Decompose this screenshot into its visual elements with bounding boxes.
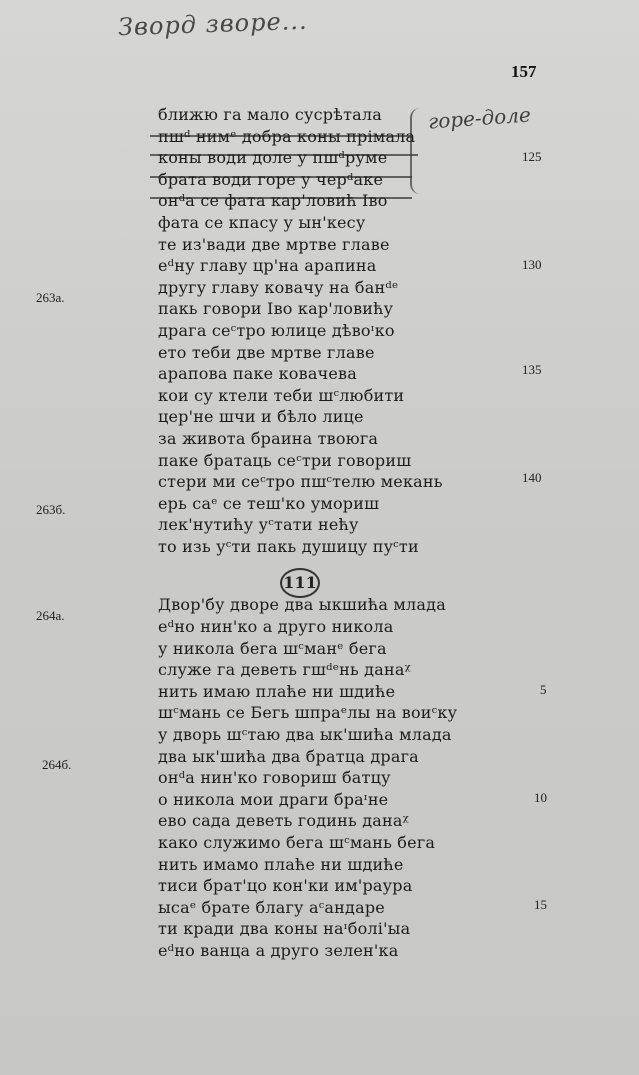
verse-line: еᵈну главу цр'на арапина <box>158 256 377 276</box>
verse-line: пшᵈ нимᵉ добра коны прімала <box>158 126 416 146</box>
verse-line: за живота браина твоюга <box>158 428 379 448</box>
poem-text <box>158 104 458 962</box>
verse-line: тиси брат'цо кон'ки им'раура <box>158 876 413 896</box>
verse-line: како служимо бега шᶜмань бега <box>158 833 436 852</box>
line-number: 10 <box>534 790 547 805</box>
verse-line: арапова паке ковачева <box>158 364 357 384</box>
verse-line: у никола бега шᶜманᵉ бега <box>158 638 387 658</box>
verse-line: о никола мои драги браᶦне <box>158 789 389 809</box>
verse-line: коны води доле у пшᵈруме <box>158 148 388 168</box>
poem-number-circle: 111 <box>280 568 320 598</box>
verse-line: стери ми сеᶜтро пшᶜтелю мекань <box>158 472 443 492</box>
side-label: 264б. <box>42 757 72 772</box>
line-number: 130 <box>522 257 542 272</box>
verse-line: шᶜмань се Бегь шпраᵉлы на воиᶜку <box>158 703 458 723</box>
verse-line: ближю га мало сусрѣтала <box>158 105 382 124</box>
line-number: 140 <box>522 470 542 485</box>
side-label: 263а. <box>36 290 65 305</box>
verse-line: цер'не шчи и бѣло лице <box>158 407 364 427</box>
verse-line: онᵈа се фата кар'ловић Іво <box>158 191 388 211</box>
line-number: 135 <box>522 362 542 377</box>
verse-line: пакь говори Іво кар'ловићу <box>158 299 394 319</box>
verse-line: другу главу ковачу на банᵈᵉ <box>158 277 399 297</box>
side-label: 263б. <box>36 502 66 517</box>
verse-line: паке братаць сеᶜтри говориш <box>158 450 412 470</box>
verse-line: еᵈно нин'ко а друго никола <box>158 617 394 637</box>
page-number: 157 <box>511 62 537 81</box>
verse-line: ерь саᵉ се теш'ко умориш <box>158 493 380 513</box>
verse-line: брата води горе у черᵈаке <box>158 169 384 189</box>
side-label: 264а. <box>36 608 65 623</box>
verse-line: онᵈа нин'ко говориш батцу <box>158 768 391 788</box>
line-number: 15 <box>534 897 547 912</box>
verse-line: два ык'шића два братца драга <box>158 746 419 766</box>
verse-line: ето теби две мртве главе <box>158 342 375 362</box>
verse-line: лек'нутићу уᶜтати нећу <box>158 515 359 535</box>
verse-line: у дворь шᶜтаю два ык'шића млада <box>158 725 452 745</box>
verse-line: еᵈно ванца а друго зелен'ка <box>158 940 399 960</box>
verse-line: нить имамо плаће ни шдиће <box>158 854 404 874</box>
verse-line: ысаᵉ брате благу аᶜандаре <box>158 897 385 917</box>
line-number: 125 <box>522 149 542 164</box>
verse-line: Двор'бу дворе два ыкшића млада <box>158 595 446 615</box>
verse-line: фата се кпасу у ын'кесу <box>158 212 366 232</box>
verse-line: те из'вади две мртве главе <box>158 234 390 254</box>
verse-line: кои су ктели теби шᶜлюбити <box>158 385 405 405</box>
verse-line: служе га деветь гшᵈᵉнь данаᵡ <box>158 660 411 680</box>
verse-line: то изь уᶜти пакь душицу пуᶜти <box>158 536 419 556</box>
line-number: 5 <box>540 682 547 697</box>
verse-line: драга сеᶜтро юлице дѣвоᶦко <box>158 320 395 340</box>
verse-line: ти кради два коны наᶦболі'ыа <box>158 919 411 939</box>
handwritten-note: Зворд зворе... <box>117 6 308 42</box>
margin-note: горе-доле <box>427 102 532 134</box>
verse-line: нить имаю плаће ни шдиће <box>158 681 396 701</box>
verse-line: ево сада деветь годинь данаᵡ <box>158 811 409 831</box>
